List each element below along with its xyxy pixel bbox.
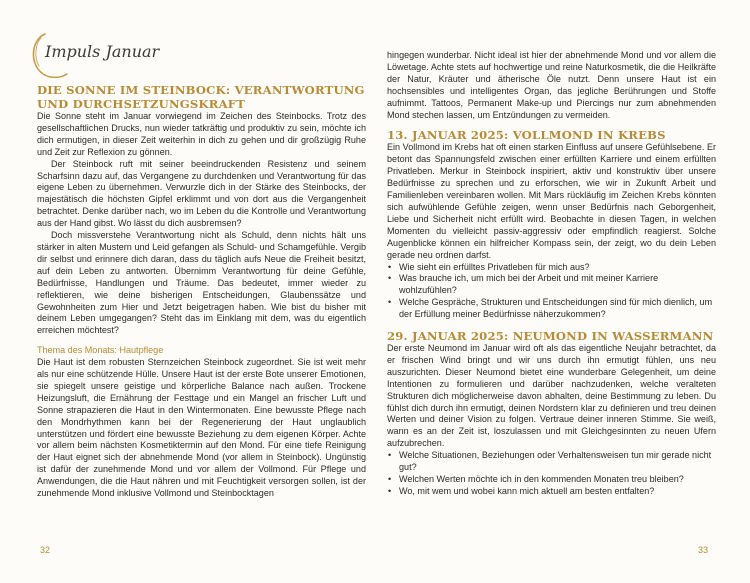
list-item: • Wie sieht ein erfülltes Privatleben für mich aus? [387, 262, 716, 274]
sonne-steinbock-heading [37, 83, 366, 111]
intro-paragraph: Die Sonne steht im Januar vorwiegend im Zeichen des Steinbocks. Trotz des gesellschaftlichen Drucks, nun wieder tatkräftig und produktiv zu sein, möchte ich dich ermutigen, in dieser Zeit weiterhin in dich zu gehen und dir großzügig Ruhe und Zeit zur Reflexion zu gönnen. [37, 111, 366, 157]
list-item: • Welche Situationen, Beziehungen oder Verhaltensweisen tun mir gerade nicht gut? [387, 450, 716, 474]
list-item: • Welchen Werten möchte ich in den kommenden Monaten treu bleiben? [387, 474, 716, 486]
left-page-content [37, 83, 366, 500]
list-item: • Was brauche ich, um mich bei der Arbeit und mit meiner Karriere wohlzufühlen? [387, 273, 716, 297]
neumond-paragraph: Der erste Neumond im Januar wird oft als das eigentliche Neujahr betrachtet, da er frischen Wind bringt und wir uns durch ihn ermutigt fühlen, uns neu auszurichten. Dieser Neumond bietet eine wunderbare Gelegenheit, um deine Intentionen zu formulieren und darüber nachzudenken, welche veralteten Strukturen dich möglicherweise davon abhalten, deine Bestimmung zu leben. Du fühlst dich durch ihn ermutigt, deinen Nordstern klar zu definieren und treu deinen Werten und deiner Vision zu folgen. Vertraue deiner inneren Stimme. Sie weiß, wann es an der Zeit ist, loszulassen und mit Gleichgesinnten zu neuen Ufern aufzubrechen. [387, 343, 716, 449]
hautpflege-continued-paragraph: hingegen wunderbar. Nicht ideal ist hier der abnehmende Mond und vor allem die Löwetage. Achte stets auf hochwertige und reine Naturkosmetik, die die Heilkräfte der Natur, Kräuter und ätherische Öle nutzt. Denn unsere Haut ist ein hochsensibles und intelligentes Organ, das jegliche Berührungen und Stoffe aufnimmt. Tattoos, Permanent Make-up und Piercings nur zum abnehmenden Mond stechen lassen, um Entzündungen zu vermeiden. [387, 50, 716, 120]
heading-line-1: DIE SONNE IM STEINBOCK: VERANTWORTUNG [37, 83, 365, 97]
neumond-wassermann-heading: 29. JANUAR 2025: NEUMOND IN WASSERMANN [387, 329, 714, 344]
steinbock-paragraph: Der Steinbock ruft mit seiner beeindruckenden Resistenz und seinem Scharfsinn dazu auf, das Vergangene zu durchdenken und Verantwortung für das eigene Leben zu übernehmen. Verwurzle dich in der Stärke des Steinbocks, der majestätisch die höchsten Gipfel erklimmt und von dort aus die Vergangenheit betrachtet. Denke darüber nach, wo im Leben du die Kontrolle und Verantwortung aus der Hand gibst. Wo lässt du dich ausbremsen? [37, 158, 366, 229]
right-page-content [387, 50, 716, 498]
list-item: • Welche Gespräche, Strukturen und Entscheidungen sind für mich dienlich, um der Erfüllung meiner Bedürfnisse näherzukommen? [387, 297, 716, 321]
vollmond-question-list [387, 262, 716, 322]
thema-des-monats-subheading: Thema des Monats: Hautpflege [37, 345, 164, 356]
vollmond-paragraph: Ein Vollmond im Krebs hat oft einen starken Einfluss auf unsere Gefühlsebene. Er betont das Spannungsfeld zwischen einer erfüllten Karriere und einem erfüllten Privatleben. Merkur in Steinbock inspiriert, aktiv und konstruktiv über unsere Bedürfnisse zu sprechen und zu erforschen, wie wir in Zukunft Arbeit und Familienleben vereinbaren wollen. Mit Mars rückläufig im Zeichen Krebs könnten sich aufwühlende Gefühle zeigen, wenn unser Bedürfnis nach Geborgenheit, Liebe und Sicherheit nicht erfüllt wird. Beobachte in diesen Tagen, in welchen Momenten du vielleicht passiv-aggressiv oder empfindlich reagierst. Solche Augenblicke können ein hilfreicher Kompass sein, der zeigt, wo du dein Leben gerade neu ordnen darfst. [387, 142, 716, 260]
page-number-left: 32 [40, 545, 51, 555]
impuls-januar-script: Impuls Januar [45, 42, 160, 61]
list-item: • Wo, mit wem und wobei kann mich aktuell am besten entfalten? [387, 486, 716, 498]
page-number-right: 33 [697, 545, 708, 555]
neumond-question-list [387, 450, 716, 498]
hautpflege-paragraph: Die Haut ist dem robusten Sternzeichen Steinbock zugeordnet. Sie ist weit mehr als nur eine schützende Hülle. Unsere Haut ist der erste Bote unserer Emotionen, sie spiegelt unsere geistige und körperliche Balance nach außen. Trockene Heizungsluft, die Ernährung der Festtage und ein Mangel an frischer Luft und Sonne strapazieren die Haut in den Wintermonaten. Eine bewusste Pflege nach den Mondrhythmen kann bei der Regenerierung der Haut unglaublich unterstützen und fördert eine bewusste Beziehung zu dem eigenen Körper. Achte vor allem beim nächsten Kosmetiktermin auf den Mond. Für eine tiefe Reinigung der Haut eignet sich der abnehmende Mond (vor allem in Steinbock). Ungünstig ist dafür der zunehmende Mond und vor allem der Vollmond. Für Pflege und Anwendungen, die die Haut nähren und mit Feuchtigkeit versorgen sollen, ist der zunehmende Mond inklusive Vollmond und Steinbocktagen [37, 357, 366, 499]
heading-line-2: UND DURCHSETZUNGSKRAFT [37, 97, 246, 111]
vollmond-krebs-heading: 13. JANUAR 2025: VOLLMOND IN KREBS [387, 128, 666, 143]
verantwortung-paragraph: Doch missverstehe Verantwortung nicht als Schuld, denn nichts hält uns stärker in alten Mustern und Leid gefangen als Schuld- und Schamgefühle. Vergib dir selbst und erinnere dich daran, dass du täglich aufs Neue die Freiheit besitzt, auf dein Leben zu antworten. Übernimm Verantwortung für deine Gefühle, Bedürfnisse, Handlungen und Träume. Das bedeutet, immer wieder zu reflektieren, wie deine bisherigen Entscheidungen, Glaubenssätze und Gewohnheiten zum Hier und Jetzt beigetragen haben. Wie bist du bisher mit deinem Leben umgegangen? Steht das im Einklang mit dem, was du eigentlich erreichen möchtest? [37, 230, 366, 336]
